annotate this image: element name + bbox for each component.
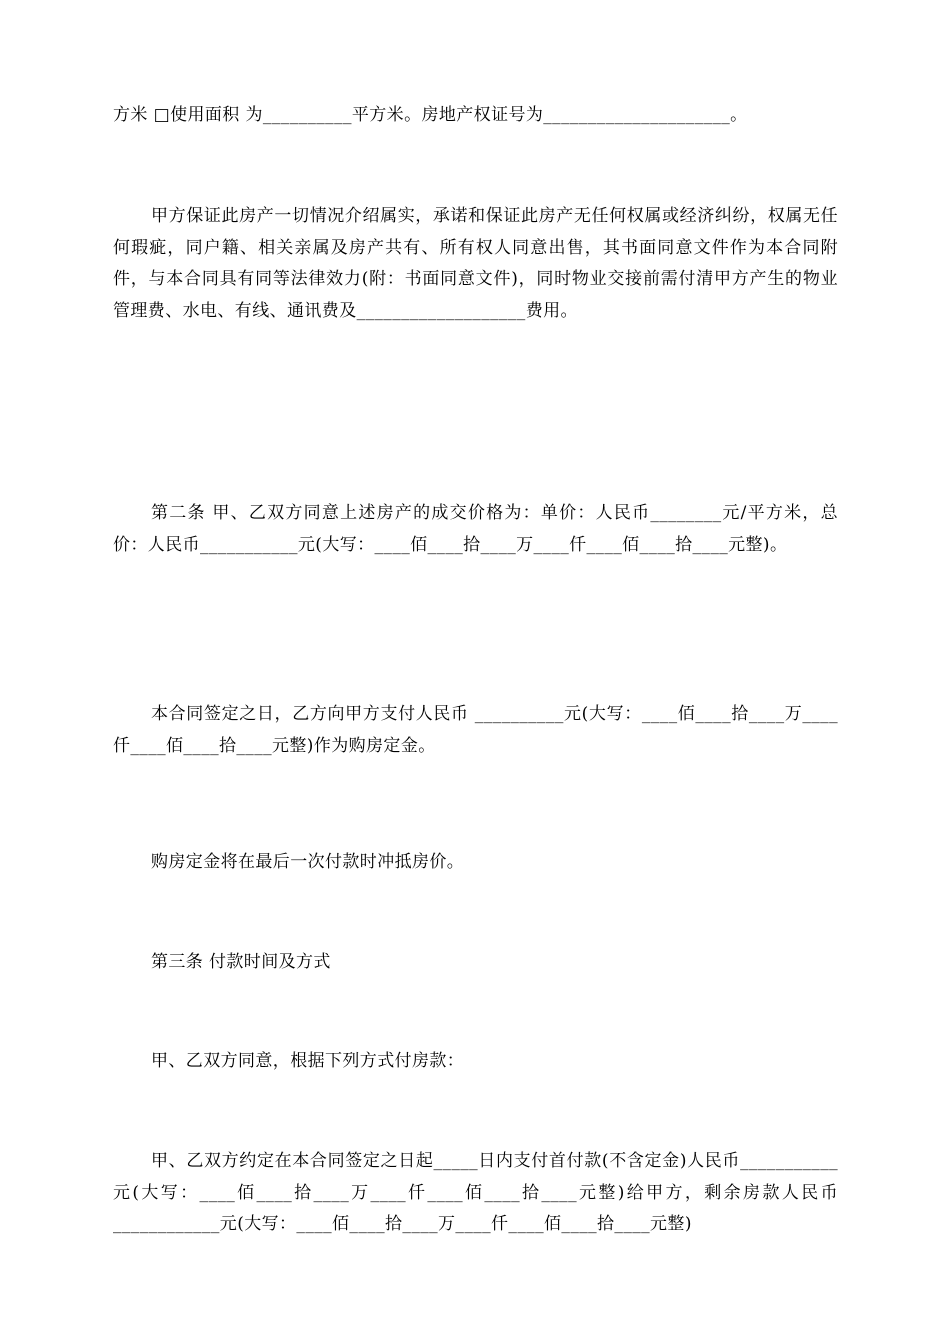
article-3-title: 第三条 付款时间及方式 [151,952,331,972]
deposit-paragraph: 本合同签定之日，乙方向甲方支付人民币 __________元(大写：____佰____拾____万____仟____佰____拾____元整)作为购房定金。 [113,704,838,756]
area-and-certificate-line: 方米 □使用面积 为__________平方米。房地产权证号为_____________________。 [113,105,748,125]
deposit-offset-paragraph: 购房定金将在最后一次付款时冲抵房价。 [151,852,465,872]
guarantee-paragraph: 甲方保证此房产一切情况介绍属实，承诺和保证此房产无任何权属或经济纠纷，权属无任何瑕疵，同户籍、相关亲属及房产共有、所有权人同意出售，其书面同意文件作为本合同附件，与本合同具有同等法律效力(附：书面同意文件)，同时物业交接前需付清甲方产生的物业管理费、水电、有线、通讯费及___________________费用。 [113,206,838,321]
payment-agreement-paragraph: 甲、乙双方同意，根据下列方式付房款： [151,1051,465,1071]
down-payment-paragraph: 甲、乙双方约定在本合同签定之日起_____日内支付首付款(不含定金)人民币___________元(大写：____佰____拾____万____仟____佰____拾____元整)给甲方，剩余房款人民币____________元(大写：____佰____拾____万____仟____佰____拾____元整) [113,1151,838,1234]
article-2-price-paragraph: 第二条 甲、乙双方同意上述房产的成交价格为：单价：人民币________元/平方米，总价：人民币___________元(大写：____佰____拾____万____仟____佰____拾____元整)。 [113,503,838,555]
